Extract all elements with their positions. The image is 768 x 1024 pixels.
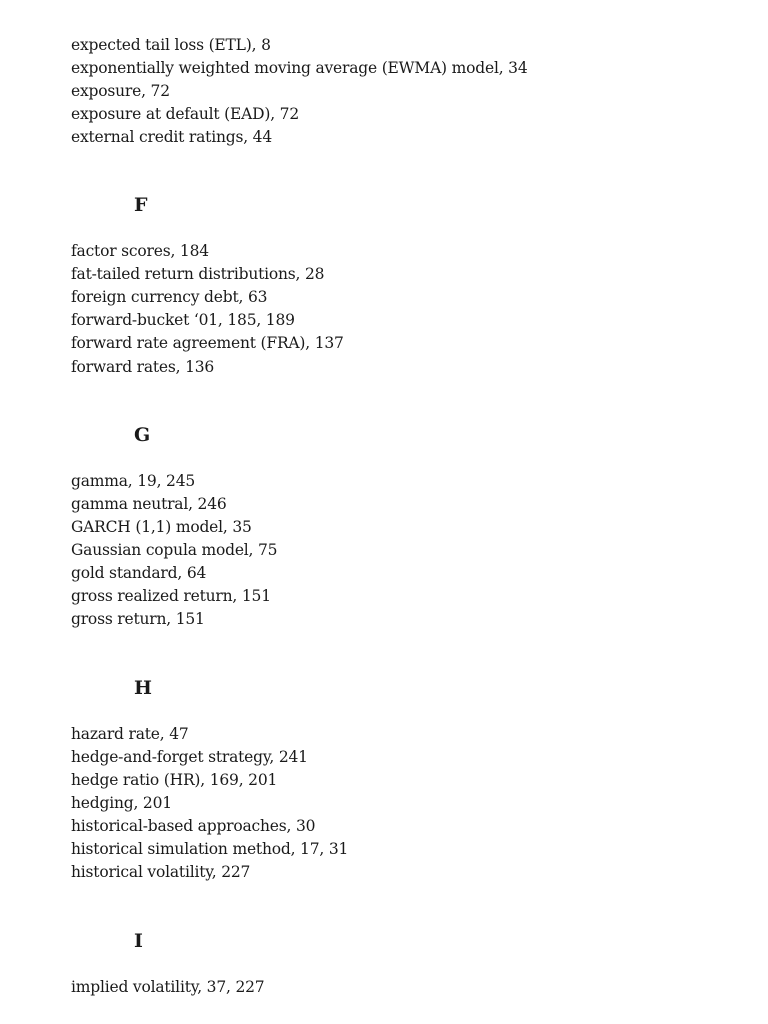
- index-entry: fat-tailed return distributions, 28: [71, 265, 325, 283]
- index-entry: hedge-and-forget strategy, 241: [71, 748, 308, 766]
- index-entry: exposure, 72: [71, 82, 170, 100]
- section-letter: I: [134, 930, 143, 952]
- index-entry: expected tail loss (ETL), 8: [71, 36, 271, 54]
- index-entry: historical simulation method, 17, 31: [71, 840, 349, 858]
- index-entry: hedge ratio (HR), 169, 201: [71, 771, 278, 789]
- index-entry: historical-based approaches, 30: [71, 817, 316, 835]
- index-entry: gamma, 19, 245: [71, 472, 196, 490]
- index-entry: gross realized return, 151: [71, 587, 271, 605]
- index-entry: exposure at default (EAD), 72: [71, 105, 299, 123]
- index-entry: historical volatility, 227: [71, 863, 251, 881]
- index-entry: gamma neutral, 246: [71, 495, 227, 513]
- index-entry: forward-bucket ‘01, 185, 189: [71, 311, 295, 329]
- section-letter: H: [134, 677, 152, 699]
- index-entry: gross return, 151: [71, 610, 205, 628]
- index-entry: foreign currency debt, 63: [71, 288, 268, 306]
- section-letter: G: [134, 424, 151, 446]
- index-entry: external credit ratings, 44: [71, 128, 273, 146]
- index-entry: forward rates, 136: [71, 358, 215, 376]
- index-entry: factor scores, 184: [71, 242, 209, 260]
- index-entry: forward rate agreement (FRA), 137: [71, 334, 344, 352]
- index-entry: gold standard, 64: [71, 564, 207, 582]
- section-letter: F: [134, 194, 148, 216]
- index-entry: hazard rate, 47: [71, 725, 189, 743]
- index-entry: exponentially weighted moving average (EWMA) model, 34: [71, 59, 528, 77]
- index-entry: Gaussian copula model, 75: [71, 541, 278, 559]
- index-entry: implied volatility, 37, 227: [71, 978, 265, 996]
- index-entry: hedging, 201: [71, 794, 172, 812]
- index-entry: GARCH (1,1) model, 35: [71, 518, 252, 536]
